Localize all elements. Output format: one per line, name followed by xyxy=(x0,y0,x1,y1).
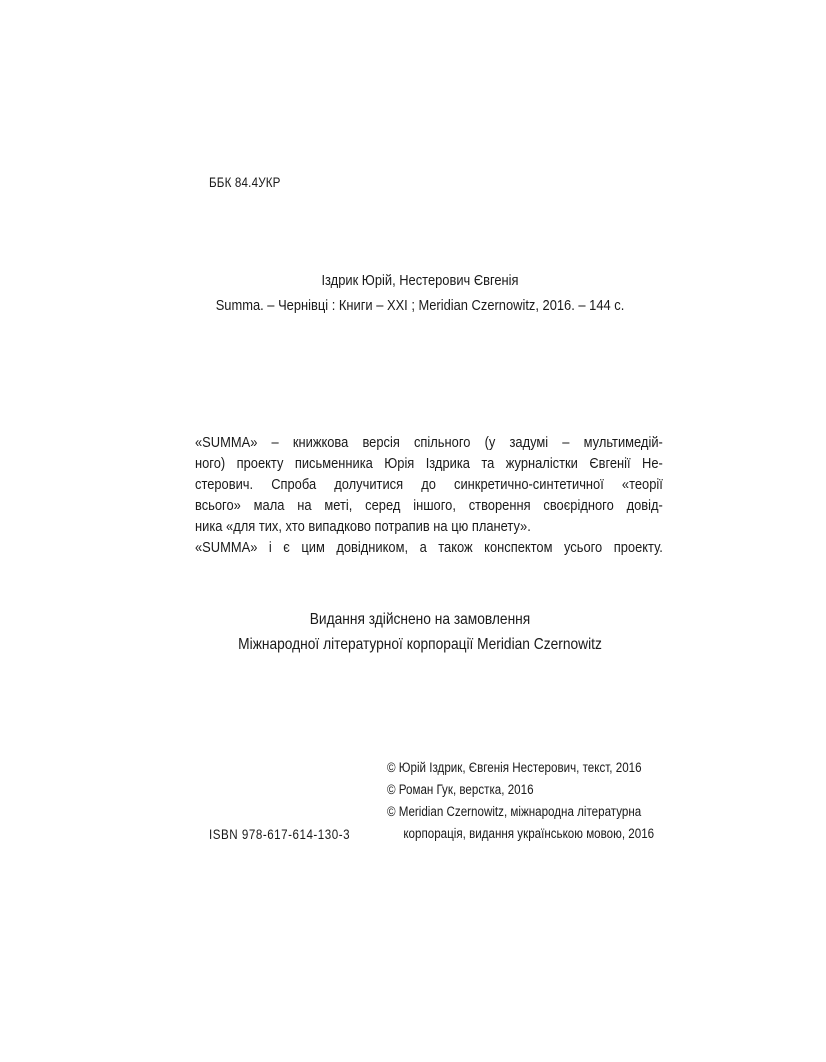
abstract-line: ника «для тих, хто випадково потрапив на цю планету». xyxy=(195,518,531,535)
abstract-line: «SUMMA» – книжкова версія спільного (у задумі – мультимедій- xyxy=(195,434,663,451)
copyright-line: © Юрій Іздрик, Євгенія Нестерович, текст, 2016 xyxy=(387,760,642,775)
isbn-number: ISBN 978-617-614-130-3 xyxy=(209,827,351,842)
abstract-line: «SUMMA» і є цим довідником, а також конспектом усього проекту. xyxy=(195,539,663,556)
publication-line: Summa. – Чернівці : Книги – ХХІ ; Meridian Czernowitz, 2016. – 144 с. xyxy=(215,297,625,314)
bibliographic-record xyxy=(160,268,680,318)
bbk-code: ББК 84.4УКР xyxy=(209,175,281,190)
copyright-line: © Роман Гук, верстка, 2016 xyxy=(387,782,534,797)
publication-order-note xyxy=(160,607,680,657)
authors-line: Іздрик Юрій, Нестерович Євгенія xyxy=(321,272,519,289)
book-abstract xyxy=(195,432,663,558)
order-note-line: Міжнародної літературної корпорації Meridian Czernowitz xyxy=(238,636,602,653)
copyright-line: © Meridian Czernowitz, міжнародна літературна xyxy=(387,804,642,819)
copyright-block xyxy=(387,757,654,845)
abstract-line: всього» мала на меті, серед іншого, створення своєрідного довід- xyxy=(195,497,663,514)
copyright-line: корпорація, видання українською мовою, 2016 xyxy=(403,826,655,841)
abstract-line: стерович. Спроба долучитися до синкретично-синтетичної «теорії xyxy=(195,476,663,493)
order-note-line: Видання здійснено на замовлення xyxy=(309,611,531,628)
abstract-line: ного) проекту письменника Юрія Іздрика та журналістки Євгенії Не- xyxy=(195,455,663,472)
